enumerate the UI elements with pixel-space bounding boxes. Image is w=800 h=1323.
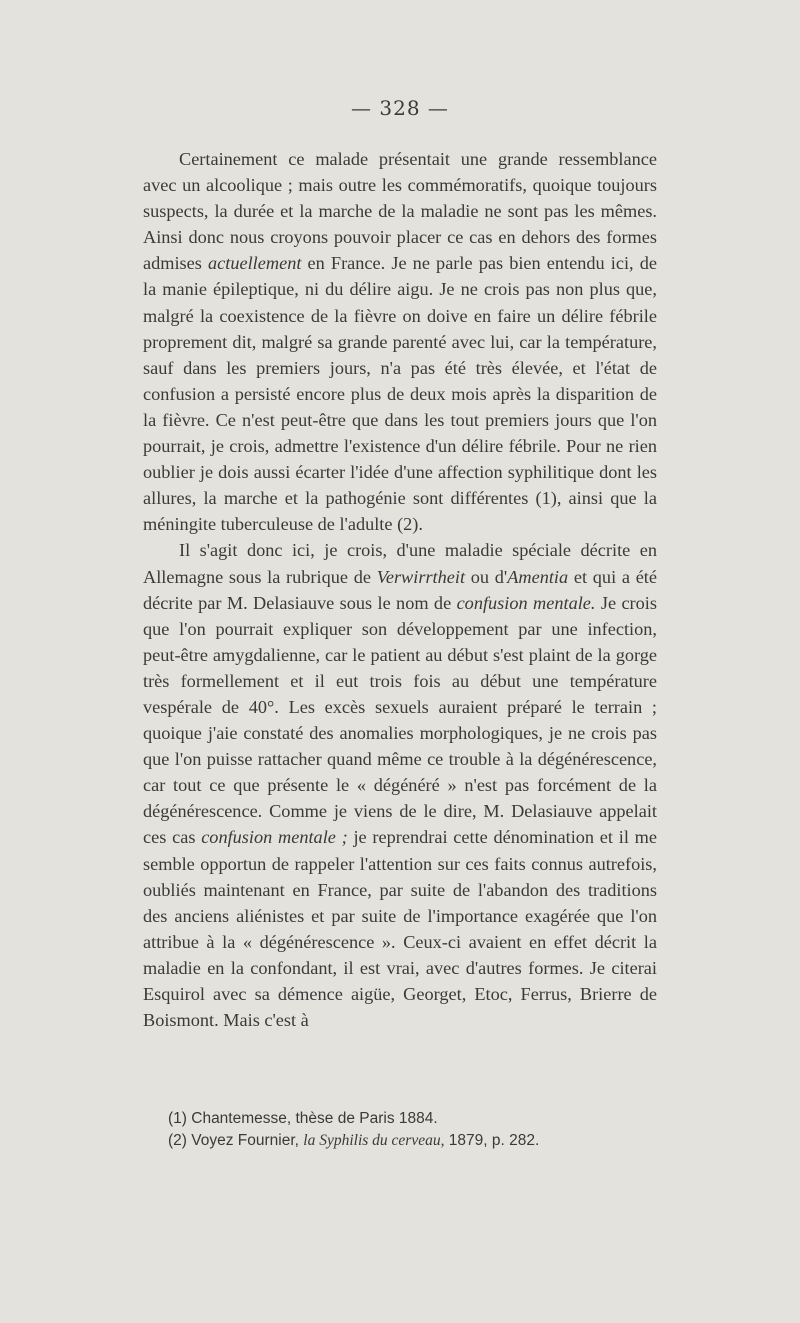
italic-run: Amentia [507,566,569,587]
text-run: 1879, p. 282. [444,1132,540,1149]
text-run: Il s'agit donc ici, je crois, d'une maladie spéciale décrite en Allemagne sous la rubrique de [143,540,657,587]
footnotes [168,1108,648,1152]
text-run: je reprendrai cette dénomination et il me semble opportun de rappeler l'attention sur ces faits connus autrefois, oubliés maintenant en France, par suite de l'abandon des traditions des anciens aliénistes et par suite de l'importance exagérée que l'on attribue à la « dégénérescence ». Ceux-ci avaient en effet décrit la maladie en la confondant, il est vrai, avec d'autres formes. Je citerai Esquirol avec sa démence aigüe, Georget, Etoc, Ferrus, Brierre de Boismont. Mais c'est à [143,827,657,1031]
text-run: ou d' [465,566,508,587]
text-run: (2) Voyez Fournier, [168,1132,304,1149]
text-run: et qui a été décrite par M. Delasiauve sous le nom de [143,566,657,613]
italic-run: confusion mentale. [456,592,596,613]
text-run: en France. Je ne parle pas bien entendu ici, de la manie épileptique, ni du délire aigu. Je ne crois pas non plus que, malgré la coexistence de la fièvre on doive en faire un délire fébrile proprement dit, malgré sa grande parenté avec lui, car la température, sauf dans les premiers jours, n'a pas été très élevée, et l'état de confusion a persisté encore plus de deux mois après la disparition de la fièvre. Ce n'est peut-être que dans les tout premiers jours que l'on pourrait, je crois, admettre l'existence d'un délire fébrile. Pour ne rien oublier je dois aussi écarter l'idée d'une affection syphilitique dont les allures, la marche et la pathogénie sont différentes (1), ainsi que la méningite tuberculeuse de l'adulte (2). [143,253,657,535]
text-run: Je crois que l'on pourrait expliquer son développement par une infection, peut-être amygdalienne, car le patient au début s'est plaint de la gorge très formellement et il eut trois fois au début une température vespérale de 40°. Les excès sexuels auraient préparé le terrain ; quoique j'aie constaté des anomalies morphologiques, je ne crois pas que l'on puisse rattacher quand même ce trouble à la dégénérescence, car tout ce que présente le « dégénéré » n'est pas forcément de la dégénérescence. Comme je viens de le dire, M. Delasiauve appelait ces cas [143,592,657,848]
footnote-1: (1) Chantemesse, thèse de Paris 1884. [168,1110,438,1127]
footnote-2 [168,1130,648,1152]
italic-run: la Syphilis du cerveau, [303,1132,445,1149]
italic-run: confusion mentale ; [201,827,348,848]
italic-run: actuellement [208,253,302,274]
body-text [143,146,657,1033]
paragraph-1 [143,146,657,537]
text-run: Certainement ce malade présentait une grande ressemblance avec un alcoolique ; mais outre les commémoratifs, quoique toujours suspects, la durée et la marche de la maladie ne sont pas les mêmes. Ainsi donc nous croyons pouvoir placer ce cas en dehors des formes admises [143,149,657,274]
paragraph-2 [143,537,657,1033]
italic-run: Verwirrtheit [376,566,466,587]
page-number: — 328 — [351,96,449,120]
